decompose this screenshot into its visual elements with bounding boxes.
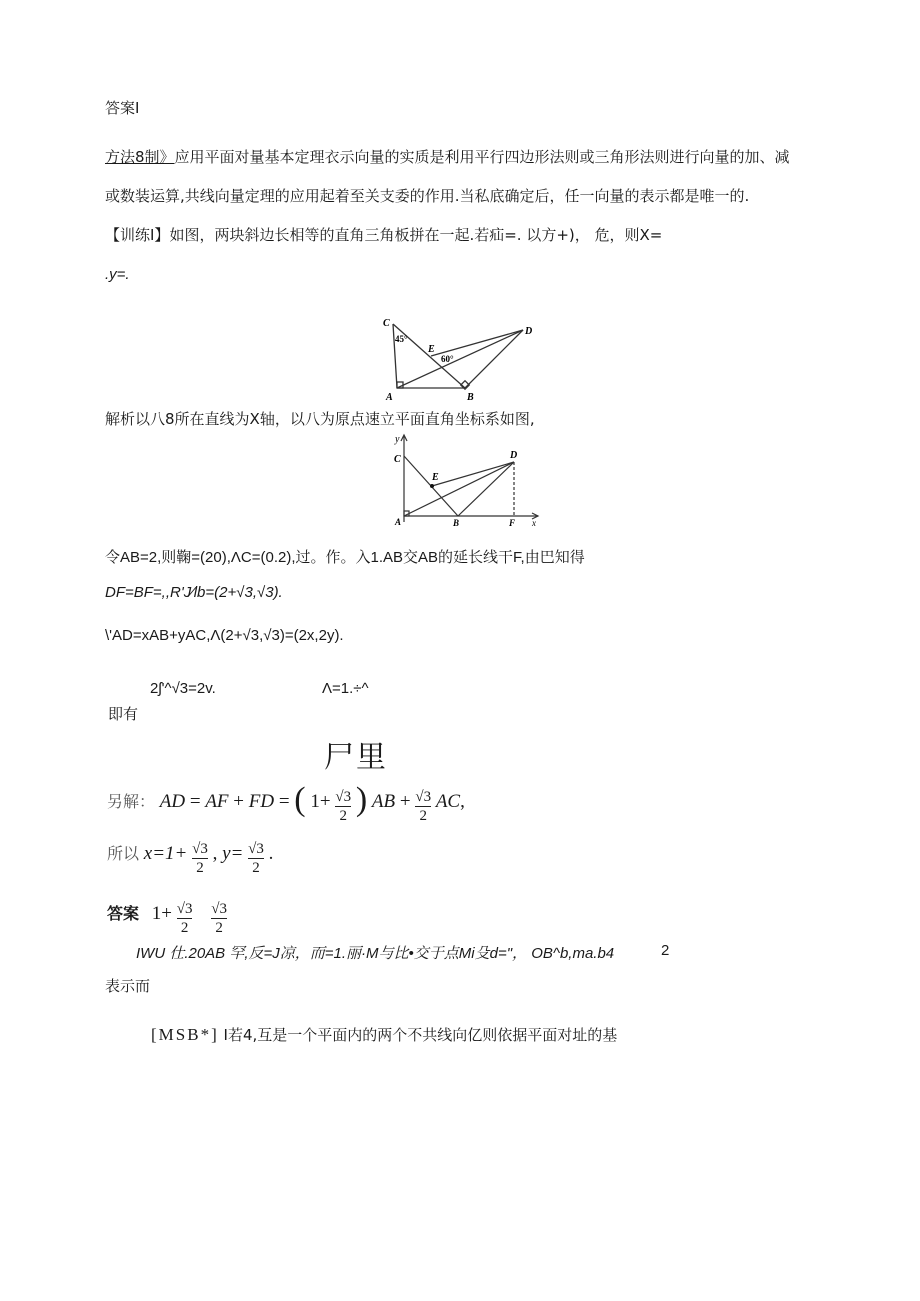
next-problem-label: [MSB*]	[151, 1025, 219, 1044]
fig1-label-c: C	[383, 318, 390, 329]
alt-solution-line: $^{另解:}$ AD = AF + FD = ( 1+ $\frac{√3}{2}$ ) AB + $\frac{√3}{2}$ AC,	[107, 781, 465, 825]
solution-line-5: 即有	[108, 705, 139, 723]
training-line-1	[105, 224, 662, 245]
fig1-label-a: A	[386, 392, 393, 403]
vec-ad: AD	[159, 791, 186, 812]
answer2-line	[107, 900, 227, 944]
x-equals: x=1+	[143, 842, 188, 864]
fig2-label-e: E	[432, 472, 439, 483]
training-label: 【训练I】	[105, 226, 170, 244]
frac-sqrt3-over-2-b: $\frac{√3}{2}$	[415, 789, 432, 825]
y-equals: y=	[222, 842, 244, 864]
vec-af: AF	[205, 791, 229, 812]
training-line-2: .y=.	[105, 266, 130, 283]
fig1-angle-60: 60°	[441, 354, 454, 364]
equation-right: Λ=1.÷^	[322, 680, 369, 697]
fig2-label-d: D	[510, 450, 518, 461]
method-line-1	[105, 146, 790, 167]
vec-ac: AC	[435, 791, 461, 812]
method-label: 方法8制》	[105, 148, 175, 166]
equation-left: 2ʃ'^√3=2v.	[150, 680, 216, 697]
answer2-one: 1+	[151, 902, 172, 924]
solution-big-text: 尸里	[324, 740, 388, 775]
solution-line-4: \'AD=xAB+yAC,Λ(2+√3,√3)=(2x,2y).	[105, 627, 344, 644]
fig2-label-y: y	[395, 434, 400, 445]
fig1-label-e: E	[428, 344, 435, 355]
alt-solution-label: 另解：	[107, 792, 156, 811]
frac-sqrt3-over-2-d: $\frac{√3}{2}$	[248, 841, 264, 876]
solution-line-1: 解析以八8所在直线为X轴，以八为原点速立平面直角坐标系如图,	[105, 410, 535, 428]
exercise-number: 2	[661, 942, 670, 959]
fig2-label-c: C	[394, 454, 401, 465]
coordinate-figure-2	[386, 430, 546, 528]
exercise-line-2: 表示而	[105, 977, 151, 995]
fig1-angle-45: 45°	[395, 334, 408, 344]
frac-sqrt3-over-2-c: $\frac{√3}{2}$	[192, 841, 208, 876]
solution-line-2: 令AB=2,则鞠=(20),ΛC=(0.2),过。作。入1.AB交AB的延长线干F,由巴知得	[105, 549, 585, 566]
frac-sqrt3-over-2-a: $\frac{√3}{2}$	[335, 789, 352, 825]
vec-ab: AB	[371, 791, 396, 812]
method-line-2: 或数装运算,共线向量定理的应用起着至关支委的作用.当私底确定后，任一向量的表示都是唯一的.	[105, 187, 750, 205]
fig2-label-x: x	[532, 518, 536, 528]
training-text: 如图，两块斜边长相等的直角三角板拼在一起.若疝=. 以方+)， 危，则X=	[169, 226, 663, 244]
next-problem-text: I若4,互是一个平面内的两个不共线向亿则依据平面对址的基	[223, 1026, 618, 1044]
fig1-label-d: D	[525, 326, 533, 337]
next-problem-line	[151, 1024, 617, 1045]
fig2-label-a: A	[395, 517, 402, 527]
fig2-label-b: B	[453, 518, 460, 528]
fig2-label-f: F	[509, 518, 516, 528]
exercise-text	[136, 942, 614, 963]
answer-header: 答案I	[105, 99, 140, 117]
fig1-label-b: B	[467, 392, 474, 403]
method-text-1: 应用平面对量基本定理衣示向量的实质是利用平行四边形法则或三角形法则进行向量的加、减	[174, 148, 790, 166]
alt-so-line: $^{所以}$ x=1+ $\frac{√3}{2}$ , y= $\frac{√3}{2}$ .	[107, 841, 274, 876]
exercise-body: IWU 仕.20AB 罕,反=J凉，而=1.丽·M与比•交于点Mi殳d="，	[136, 945, 528, 962]
solution-line-3: DF=BF=,,R'J⁄lb=(2+√3,√3).	[105, 584, 283, 601]
point-e-dot	[430, 484, 434, 488]
triangle-figure-1	[375, 312, 545, 404]
answer2-label: 答案	[107, 903, 140, 923]
vec-fd: FD	[248, 791, 275, 812]
so-label: 所以	[107, 843, 140, 863]
answer2-frac-x: $\frac{√3}{2}$	[176, 901, 193, 936]
alt-one: 1	[310, 791, 320, 812]
exercise-tail: OB^b,ma.b4	[531, 945, 615, 962]
answer2-frac-y: $\frac{√3}{2}$	[211, 901, 227, 936]
